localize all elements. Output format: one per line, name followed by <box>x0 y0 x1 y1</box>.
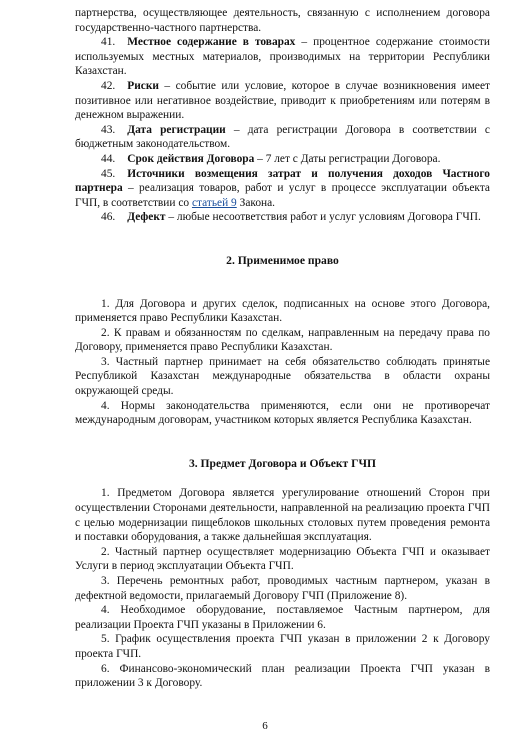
definition-41-text: – процентное содержание стоимости используемых местных материалов, производимых на территории Республики Казахстан. <box>75 36 490 78</box>
definition-44-number: 44. <box>101 152 116 165</box>
section-2-paragraph-2: 2. К правам и обязанностям по сделкам, направленным на передачу права по Договору, применяется право Республики Казахстан. <box>75 326 490 354</box>
section-3-paragraph-5: 5. График осуществления проекта ГЧП указан в приложении 2 к Договору проекта ГЧП. <box>75 633 490 660</box>
definition-46 <box>75 210 490 225</box>
definition-42 <box>75 79 490 123</box>
definition-43-text: – дата регистрации Договора в соответствии с бюджетным законодательством. <box>75 123 490 151</box>
section-2-title: 2. Применимое право <box>226 253 339 267</box>
definition-43-term: Дата регистрации <box>127 123 226 136</box>
section-3-paragraph-6: 6. Финансово-экономический план реализации Проекта ГЧП указан в приложении 3 к Договору. <box>75 662 490 690</box>
definition-44-term: Срок действия Договора <box>127 152 255 165</box>
definition-41-term: Местное содержание в товарах <box>127 36 296 49</box>
definition-42-term: Риски <box>127 79 159 92</box>
definition-46-number: 46. <box>101 211 116 224</box>
section-3-paragraph-3: 3. Перечень ремонтных работ, проводимых частным партнером, указан в дефектной ведомости, прилагаемый Договору ГЧП (Приложение 8). <box>75 575 490 602</box>
definition-46-text: – любые несоответствия работ и услуг условиям Договора ГЧП. <box>165 211 481 224</box>
page-number: 6 <box>262 720 268 732</box>
definition-41 <box>75 35 490 79</box>
section-3-title: 3. Предмет Договора и Объект ГЧП <box>188 456 377 470</box>
article-9-link[interactable]: статьей 9 <box>191 196 237 209</box>
definition-46-term: Дефект <box>127 211 166 224</box>
definition-41-number: 41. <box>101 36 116 49</box>
definition-42-text: – событие или условие, которое в случае возникновения имеет позитивное или негативное воздействие, приводит к приобретениям или потерям в денежном выражении. <box>75 79 490 122</box>
intro-paragraph: партнерства, осуществляющее деятельность, связанную с исполнением договора государственно-частного партнерства. <box>75 7 490 34</box>
definition-43-number: 43. <box>101 123 116 136</box>
definition-45-term: Источники возмещения затрат и получения доходов Частного партнера <box>75 167 490 195</box>
section-3-paragraph-1: 1. Предметом Договора является урегулирование отношений Сторон при осуществлении Сторонами деятельности, направленной на реализацию проекта ГЧП с целью модернизации пищеблоков школьных столовых путем проведения ремонта и поставки оборудования, а также дальнейшая эксплуатация. <box>75 487 490 544</box>
definition-45-text-end: Закона. <box>236 196 276 209</box>
section-2-paragraph-3: 3. Частный партнер принимает на себя обязательство соблюдать принятые Республикой Казахстан международные обязательства в области охраны окружающей среды. <box>75 355 490 398</box>
definition-42-number: 42. <box>101 79 116 92</box>
definition-43 <box>75 123 490 152</box>
section-3-paragraph-2: 2. Частный партнер осуществляет модернизацию Объекта ГЧП и оказывает Услуги в период эксплуатации Объекта ГЧП. <box>75 545 490 573</box>
section-2-paragraph-1: 1. Для Договора и других сделок, подписанных на основе этого Договора, применяется право Республики Казахстан. <box>75 297 490 325</box>
definition-45-text: – реализация товаров, работ и услуг в процессе эксплуатации объекта ГЧП, в соответствии со <box>75 182 490 209</box>
definition-45 <box>75 167 490 211</box>
section-3-paragraph-4: 4. Необходимое оборудование, поставляемое Частным партнером, для реализации Проекта ГЧП указаны в Приложении 6. <box>75 604 490 631</box>
definition-45-number: 45. <box>101 167 116 180</box>
section-2-paragraph-4: 4. Нормы законодательства применяются, если они не противоречат международным договорам, участником которых является Республика Казахстан. <box>75 399 490 427</box>
definition-44-text: – 7 лет с Даты регистрации Договора. <box>254 152 441 165</box>
definition-44 <box>75 152 490 167</box>
